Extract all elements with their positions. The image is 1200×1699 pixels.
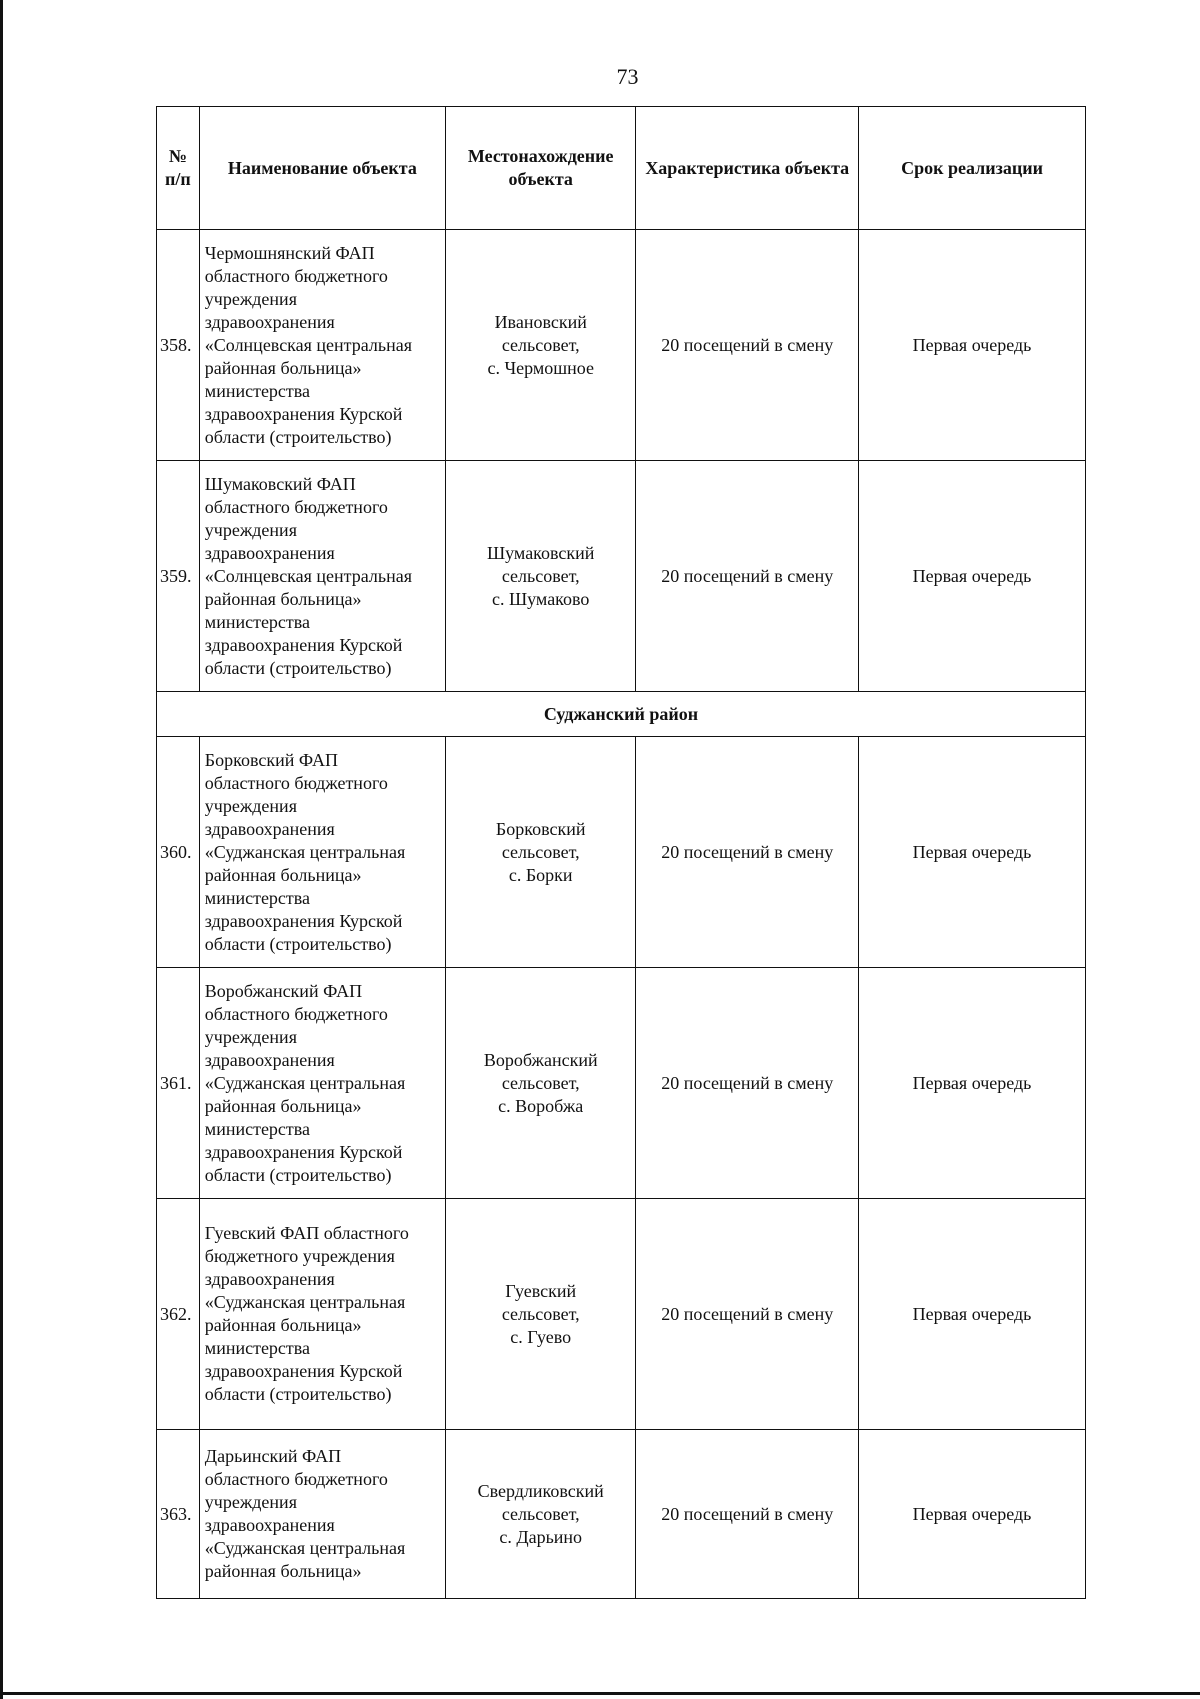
object-name-line: здравоохранения — [204, 1515, 335, 1535]
table-row — [157, 968, 1086, 1199]
scan-left-border — [0, 0, 3, 1699]
object-name-line: здравоохранения Курской — [204, 1141, 403, 1162]
header-characteristic: Характеристика объекта — [636, 107, 859, 230]
object-name-line: здравоохранения Курской — [204, 1361, 403, 1381]
object-name-line: «Суджанская центральная — [204, 841, 406, 862]
object-location — [445, 968, 636, 1199]
object-name-line: Чермошнянский ФАП — [204, 242, 375, 263]
object-name-line: министерства — [204, 380, 311, 401]
object-location-line: Борковский — [495, 818, 586, 839]
object-name-line: области (строительство) — [204, 1384, 392, 1404]
object-location-line: сельсовет, — [501, 1503, 580, 1524]
object-name-line: областного бюджетного — [204, 265, 388, 286]
row-number: 363. — [157, 1430, 200, 1599]
object-location-line: сельсовет, — [501, 841, 580, 862]
object-name-line: здравоохранения Курской — [204, 910, 403, 931]
object-name-line: министерства — [204, 1118, 311, 1139]
object-name-line: министерства — [204, 887, 311, 908]
object-location-line: сельсовет, — [501, 1072, 580, 1093]
object-name-line: области (строительство) — [204, 1164, 392, 1185]
object-name — [199, 737, 445, 968]
object-location-line: с. Гуево — [510, 1326, 572, 1347]
object-name-line: районная больница» — [204, 1095, 362, 1116]
object-location-line: Воробжанский — [483, 1049, 598, 1070]
header-term: Срок реализации — [859, 107, 1086, 230]
object-name — [199, 1430, 445, 1599]
object-location-line: с. Борки — [508, 864, 573, 885]
object-name-line: учреждения — [204, 795, 297, 816]
object-characteristic: 20 посещений в смену — [636, 461, 859, 692]
section-title: Суджанский район — [157, 692, 1086, 737]
object-name-line: здравоохранения Курской — [204, 634, 403, 655]
object-location-line: Свердликовский — [477, 1480, 604, 1501]
object-name-line: области (строительство) — [204, 933, 392, 954]
object-name-line: областного бюджетного — [204, 1469, 388, 1489]
object-name-line: районная больница» — [204, 1315, 362, 1335]
object-name — [199, 230, 445, 461]
object-name-line: министерства — [204, 1338, 311, 1358]
object-location — [445, 461, 636, 692]
table-body — [157, 230, 1086, 1599]
object-name-line: районная больница» — [204, 357, 362, 378]
object-name-line: учреждения — [204, 1026, 297, 1047]
object-name-line: области (строительство) — [204, 426, 392, 447]
object-name-line: здравоохранения Курской — [204, 403, 403, 424]
object-name-line: областного бюджетного — [204, 772, 388, 793]
object-name-line: области (строительство) — [204, 657, 392, 678]
object-name-line: областного бюджетного — [204, 496, 388, 517]
object-location-line: с. Дарьино — [499, 1526, 583, 1547]
table-row — [157, 230, 1086, 461]
object-name-line: здравоохранения — [204, 311, 335, 332]
object-location-line: сельсовет, — [501, 334, 580, 355]
row-number: 359. — [157, 461, 200, 692]
implementation-term: Первая очередь — [859, 737, 1086, 968]
table-row — [157, 1430, 1086, 1599]
object-name — [199, 1199, 445, 1430]
object-characteristic: 20 посещений в смену — [636, 1199, 859, 1430]
object-location-line: с. Воробжа — [498, 1095, 584, 1116]
row-number: 362. — [157, 1199, 200, 1430]
object-location-line: Шумаковский — [487, 542, 595, 563]
object-name-line: Дарьинский ФАП — [204, 1446, 342, 1466]
object-name-line: районная больница» — [204, 864, 362, 885]
header-name: Наименование объекта — [199, 107, 445, 230]
implementation-term: Первая очередь — [859, 1199, 1086, 1430]
object-name-line: учреждения — [204, 519, 297, 540]
header-num: № п/п — [157, 107, 200, 230]
page-number: 73 — [616, 64, 639, 89]
table-row — [157, 461, 1086, 692]
object-location-line: сельсовет, — [501, 1303, 580, 1324]
object-location-line: с. Шумаково — [492, 588, 590, 609]
header-location: Местонахождение объекта — [445, 107, 636, 230]
object-name-line: министерства — [204, 611, 311, 632]
object-name-line: бюджетного учреждения — [204, 1246, 395, 1266]
object-name-line: Борковский ФАП — [204, 749, 338, 770]
implementation-term: Первая очередь — [859, 461, 1086, 692]
object-name-line: «Суджанская центральная — [204, 1538, 406, 1558]
object-name-line: Воробжанский ФАП — [204, 980, 363, 1001]
implementation-term: Первая очередь — [859, 968, 1086, 1199]
section-row — [157, 692, 1086, 737]
row-number: 358. — [157, 230, 200, 461]
object-location — [445, 230, 636, 461]
object-name-line: «Солнцевская центральная — [204, 334, 413, 355]
object-name-line: районная больница» — [204, 1561, 362, 1581]
object-location-line: сельсовет, — [501, 565, 580, 586]
object-name-line: областного бюджетного — [204, 1003, 388, 1024]
implementation-term: Первая очередь — [859, 230, 1086, 461]
table-row — [157, 737, 1086, 968]
object-name-line: здравоохранения — [204, 542, 335, 563]
object-name-line: Гуевский ФАП областного — [204, 1223, 409, 1243]
table-row — [157, 1199, 1086, 1430]
object-location-line: с. Чермошное — [487, 357, 594, 378]
table-header-row — [157, 107, 1086, 230]
facilities-table — [156, 106, 1086, 1599]
row-number: 360. — [157, 737, 200, 968]
object-name-line: учреждения — [204, 1492, 297, 1512]
object-characteristic: 20 посещений в смену — [636, 968, 859, 1199]
object-location-line: Ивановский — [494, 311, 587, 332]
object-name-line: здравоохранения — [204, 1269, 335, 1289]
object-name-line: «Солнцевская центральная — [204, 565, 413, 586]
scan-bottom-border — [0, 1692, 1200, 1695]
object-location — [445, 737, 636, 968]
object-name-line: «Суджанская центральная — [204, 1292, 406, 1312]
object-characteristic: 20 посещений в смену — [636, 1430, 859, 1599]
object-name-line: Шумаковский ФАП — [204, 473, 356, 494]
object-location-line: Гуевский — [505, 1280, 577, 1301]
object-name-line: «Суджанская центральная — [204, 1072, 406, 1093]
row-number: 361. — [157, 968, 200, 1199]
object-location — [445, 1199, 636, 1430]
object-characteristic: 20 посещений в смену — [636, 737, 859, 968]
object-name-line: здравоохранения — [204, 1049, 335, 1070]
object-location — [445, 1430, 636, 1599]
object-characteristic: 20 посещений в смену — [636, 230, 859, 461]
object-name-line: здравоохранения — [204, 818, 335, 839]
object-name — [199, 461, 445, 692]
object-name — [199, 968, 445, 1199]
object-name-line: районная больница» — [204, 588, 362, 609]
implementation-term: Первая очередь — [859, 1430, 1086, 1599]
object-name-line: учреждения — [204, 288, 297, 309]
